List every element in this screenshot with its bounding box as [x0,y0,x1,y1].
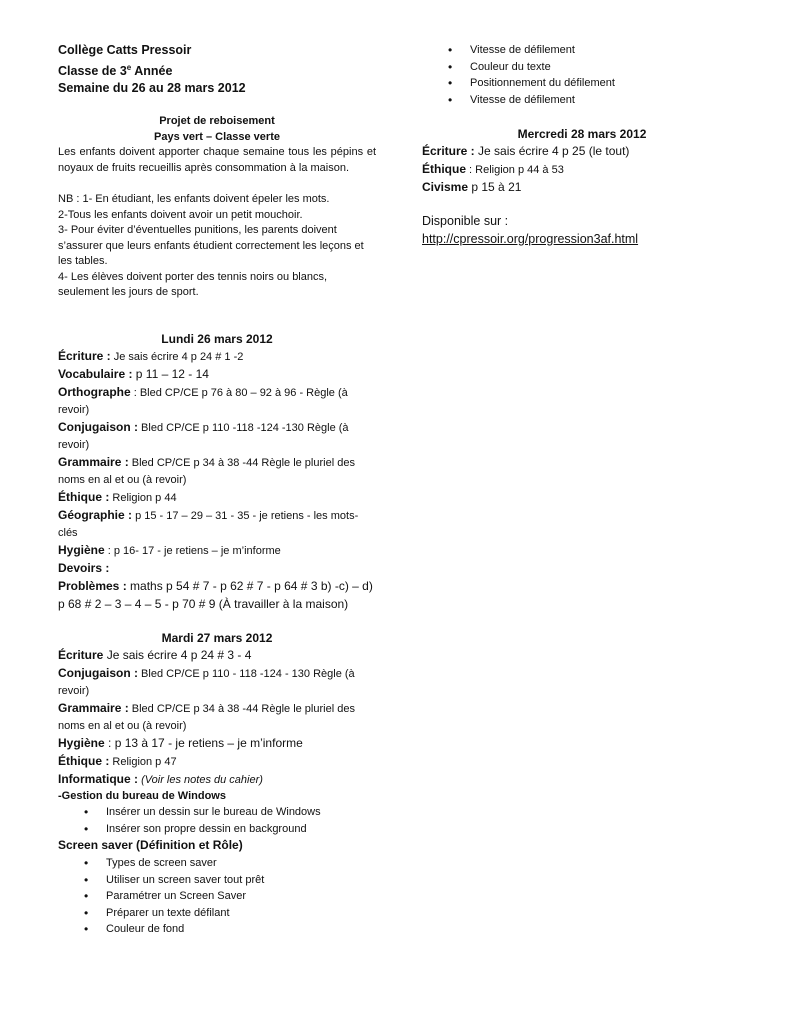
list-item: • Vitesse de défilement [422,92,742,109]
screensaver-list-continued [422,42,742,108]
week-line: Semaine du 26 au 28 mars 2012 [58,81,246,96]
list-item: • Vitesse de défilement [422,42,742,59]
available-label: Disponible sur : [422,214,509,228]
mardi-item: Conjugaison : Bled CP/CE p 110 - 118 -124 - 130 Règle (à revoir) [58,665,355,697]
lundi-items [58,348,376,614]
note-4: 4- Les élèves doivent porter des tennis noirs ou blancs, seulement les jours de sport. [58,270,328,299]
mercredi-item: Écriture : Je sais écrire 4 p 25 (le tout) [422,144,630,158]
note-1: NB : 1- En étudiant, les enfants doivent épeler les mots. [58,193,330,206]
mardi-item: Éthique : Religion p 47 [58,753,177,768]
right-column [422,42,742,248]
mardi-item: Hygiène : p 13 à 17 - je retiens – je m’informe [58,735,303,750]
list-item: • Insérer son propre dessin en background [58,821,376,838]
informatique-line: Informatique : (Voir les notes du cahier) [58,771,263,786]
progression-link[interactable]: http://cpressoir.org/progression3af.html [422,232,639,246]
list-item: • Couleur de fond [58,921,376,938]
list-item: • Couleur du texte [422,59,742,76]
mardi-heading: Mardi 27 mars 2012 [161,630,273,645]
list-item: • Positionnement du défilement [422,75,742,92]
lundi-item: Orthographe : Bled CP/CE p 76 à 80 – 92 à 96 - Règle (à revoir) [58,384,348,416]
project-text: Les enfants doivent apporter chaque semaine tous les pépins et noyaux de fruits recueillis après consommation à la maison. [58,146,376,174]
list-item: • Types de screen saver [58,855,376,872]
lundi-item: Éthique : Religion p 44 [58,489,177,504]
list-item: • Insérer un dessin sur le bureau de Windows [58,804,376,821]
mercredi-item: Éthique : Religion p 44 à 53 [422,162,564,176]
list-item: • Paramétrer un Screen Saver [58,888,376,905]
lundi-item: Conjugaison : Bled CP/CE p 110 -118 -124 -130 Règle (à revoir) [58,419,349,451]
lundi-item: Devoirs : [58,560,110,575]
note-2: 2-Tous les enfants doivent avoir un petit mouchoir. [58,208,303,221]
screensaver-title: Screen saver (Définition et Rôle) [58,838,243,853]
list-item: • Préparer un texte défilant [58,905,376,922]
note-3: 3- Pour éviter d’éventuelles punitions, les parents doivent s’assurer que leurs enfants étudient correctement les leçons et les tables. [58,224,364,268]
lundi-item: Grammaire : Bled CP/CE p 34 à 38 -44 Règle le pluriel des noms en al et ou (à revoir) [58,454,355,486]
mercredi-heading: Mercredi 28 mars 2012 [517,127,647,141]
mercredi-item: Civisme p 15 à 21 [422,180,522,194]
mardi-item: Grammaire : Bled CP/CE p 34 à 38 -44 Règle le pluriel des noms en al et ou (à revoir) [58,700,355,732]
lundi-item: Hygiène : p 16- 17 - je retiens – je m’informe [58,542,281,557]
screensaver-list [58,855,376,938]
lundi-item: Géographie : p 15 - 17 – 29 – 31 - 35 - je retiens - les mots- clés [58,507,359,539]
lundi-heading: Lundi 26 mars 2012 [161,331,273,346]
lundi-item: Écriture : Je sais écrire 4 p 24 # 1 -2 [58,348,244,363]
gestion-title: -Gestion du bureau de Windows [58,789,226,802]
left-column [58,42,376,938]
project-title: Projet de reboisement [159,115,275,128]
lundi-item: Vocabulaire : p 11 – 12 - 14 [58,366,209,381]
gestion-list [58,804,376,837]
mardi-item: Écriture Je sais écrire 4 p 24 # 3 - 4 [58,647,252,662]
list-item: • Utiliser un screen saver tout prêt [58,872,376,889]
lundi-item: Problèmes : maths p 54 # 7 - p 62 # 7 - p 64 # 3 b) -c) – d) p 68 # 2 – 3 – 4 – 5 - p 70 # 9 (À travailler à la maison) [58,578,373,611]
class-line: Classe de 3e Année [58,63,173,79]
mardi-items [58,647,376,938]
project-subtitle: Pays vert – Classe verte [154,131,280,144]
school-name: Collège Catts Pressoir [58,43,192,57]
